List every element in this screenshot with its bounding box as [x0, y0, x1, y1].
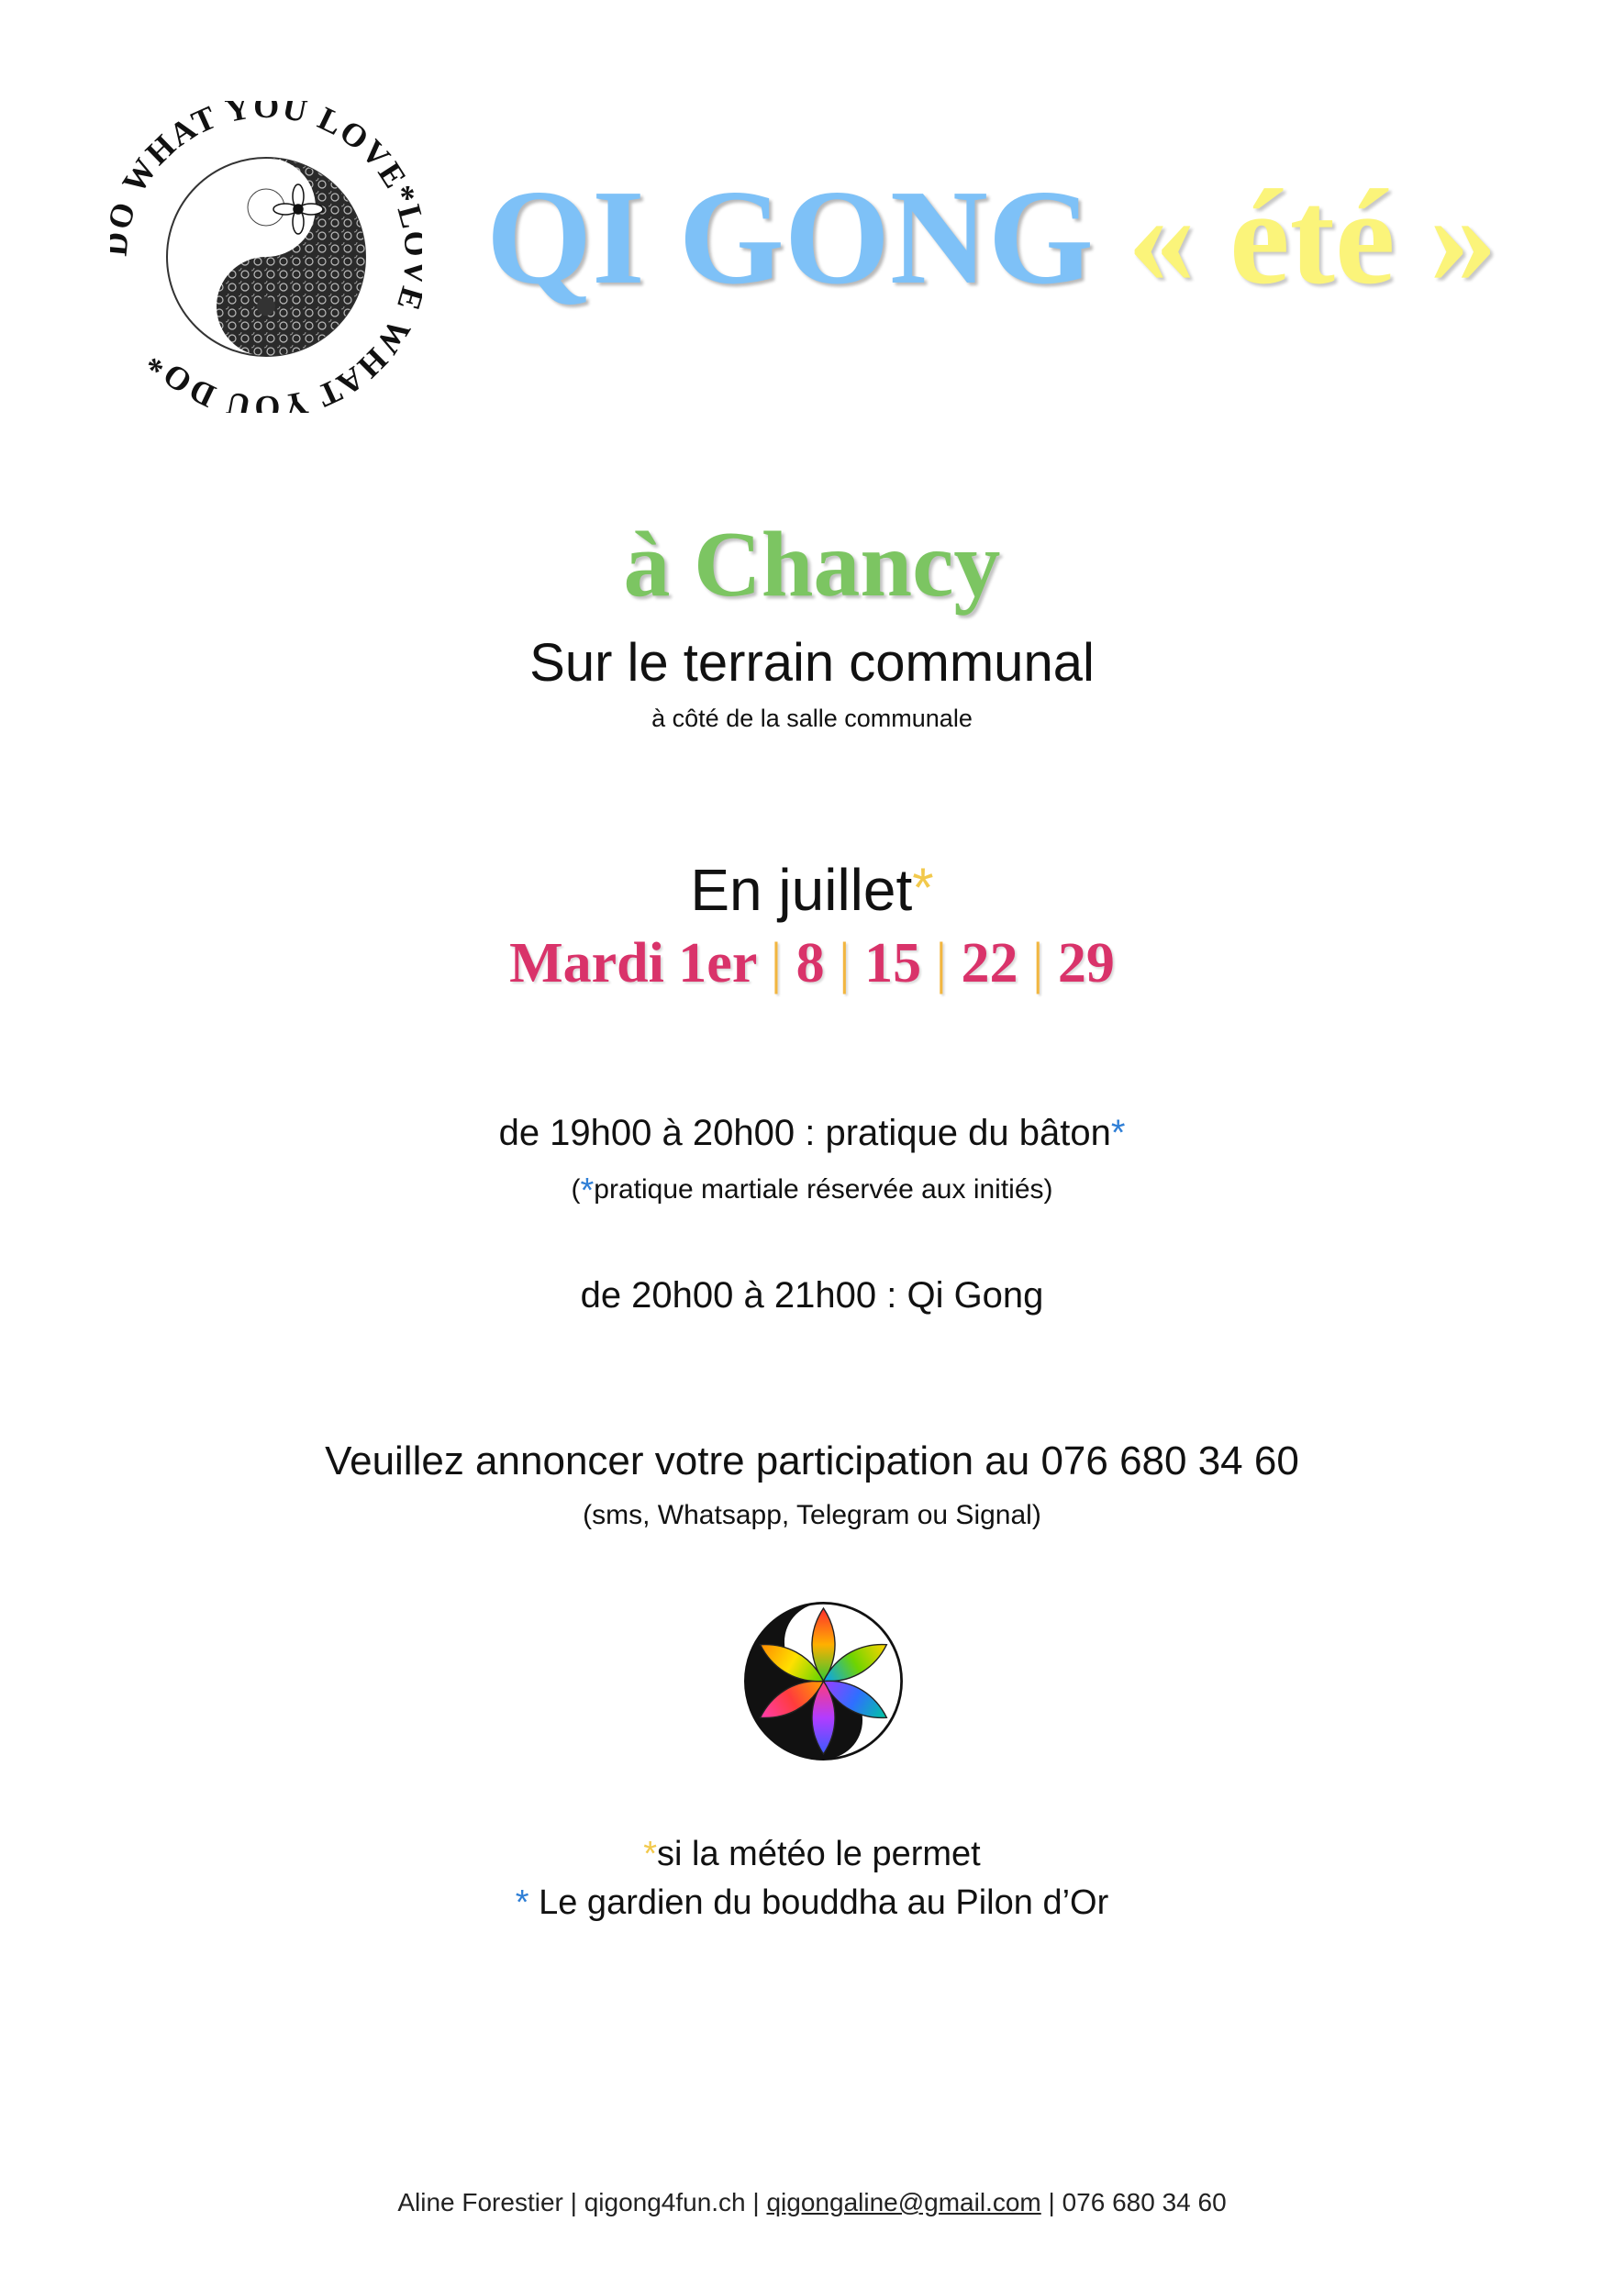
note-text: pratique martiale réservée aux initiés) — [594, 1174, 1053, 1205]
date-item: 29 — [1057, 932, 1115, 994]
footer-separator: | — [562, 2188, 584, 2216]
logo — [110, 101, 422, 413]
date-separator: | — [770, 932, 783, 994]
footnote-weather — [0, 1835, 1624, 1874]
guardian-text: Le gardien du bouddha au Pilon d’Or — [528, 1883, 1109, 1922]
title-main: QI GONG — [486, 162, 1094, 313]
date-separator: | — [839, 932, 851, 994]
date-separator: | — [935, 932, 947, 994]
registration-note: (sms, Whatsapp, Telegram ou Signal) — [583, 1500, 1041, 1530]
guardian-marker: * — [515, 1883, 529, 1922]
location-place: à Chancy — [623, 513, 1001, 616]
registration-text: Veuillez annoncer votre participation au 076 680 34 60 — [325, 1438, 1299, 1483]
note-open: ( — [571, 1174, 581, 1205]
session-1-marker: * — [1110, 1113, 1126, 1153]
date-item: 15 — [864, 932, 922, 994]
footer — [0, 2188, 1624, 2217]
location-line: Sur le terrain communal — [529, 633, 1095, 693]
footer-phone: 076 680 34 60 — [1062, 2188, 1227, 2216]
month-label: En juillet — [690, 857, 913, 923]
yin-yang-mandala-icon — [110, 101, 422, 413]
location-detail: à côté de la salle communale — [651, 705, 973, 732]
date-separator: | — [1032, 932, 1044, 994]
footer-separator: | — [745, 2188, 767, 2216]
title-sub: « été » — [1127, 162, 1497, 313]
weather-text: si la météo le permet — [657, 1835, 981, 1873]
page-title — [486, 162, 1587, 313]
footer-separator: | — [1040, 2188, 1062, 2216]
month-marker: * — [912, 857, 934, 918]
footer-site: qigong4fun.ch — [584, 2188, 746, 2216]
schedule-session-1-note — [0, 1172, 1624, 1211]
svg-text:DO WHAT YOU LOVE*LOVE WHAT YOU: WHAT YOU LOVE* WHAT YOU DO* — [115, 101, 422, 413]
footer-email-link[interactable]: qigongaline@gmail.com — [766, 2188, 1041, 2216]
rainbow-flower-yin-yang-icon — [739, 1596, 908, 1766]
schedule-session-1 — [0, 1113, 1624, 1154]
session-1-text: de 19h00 à 20h00 : pratique du bâton — [498, 1113, 1111, 1153]
footnote-guardian — [0, 1883, 1624, 1923]
date-item: Mardi 1er — [509, 932, 757, 994]
note-marker: * — [580, 1172, 595, 1210]
weather-marker: * — [643, 1835, 658, 1873]
schedule-session-2: de 20h00 à 21h00 : Qi Gong — [580, 1275, 1044, 1316]
footer-name: Aline Forestier — [397, 2188, 563, 2216]
dates-list — [0, 931, 1624, 996]
date-item: 22 — [961, 932, 1018, 994]
month-heading — [0, 858, 1624, 922]
date-item: 8 — [795, 932, 825, 994]
